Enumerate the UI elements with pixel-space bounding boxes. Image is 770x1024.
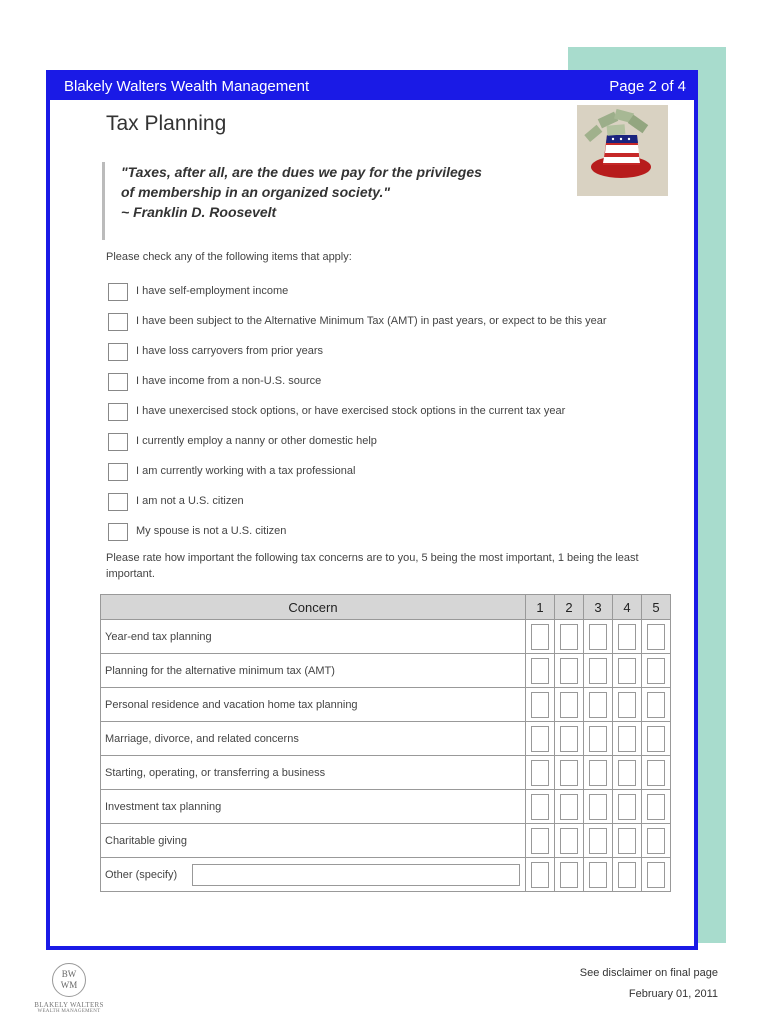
rating-box[interactable] bbox=[589, 828, 607, 854]
checklist-label: I have unexercised stock options, or have exercised stock options in the current tax year bbox=[136, 405, 566, 417]
rating-box[interactable] bbox=[647, 862, 665, 888]
rating-box[interactable] bbox=[531, 692, 549, 718]
checkbox[interactable] bbox=[108, 343, 128, 361]
concern-label: Year-end tax planning bbox=[101, 620, 526, 654]
checklist-label: I have self-employment income bbox=[136, 285, 289, 297]
rating-box[interactable] bbox=[560, 658, 578, 684]
checklist-intro: Please check any of the following items that apply: bbox=[106, 251, 352, 263]
table-row bbox=[101, 858, 671, 892]
quote-line-1: "Taxes, after all, are the dues we pay for the privileges bbox=[121, 164, 482, 180]
checkbox[interactable] bbox=[108, 493, 128, 511]
rating-box[interactable] bbox=[589, 862, 607, 888]
rating-box[interactable] bbox=[531, 726, 549, 752]
logo-tagline: WEALTH MANAGEMENT bbox=[37, 1009, 101, 1014]
rating-box[interactable] bbox=[647, 624, 665, 650]
table-row bbox=[101, 654, 671, 688]
rating-box[interactable] bbox=[560, 862, 578, 888]
table-row bbox=[101, 824, 671, 858]
page-frame bbox=[46, 70, 698, 950]
page-number: Page 2 of 4 bbox=[609, 78, 686, 95]
logo-mark-bottom: WM bbox=[60, 980, 78, 990]
rating-box[interactable] bbox=[531, 658, 549, 684]
rating-box[interactable] bbox=[589, 692, 607, 718]
table-row bbox=[101, 756, 671, 790]
rating-box[interactable] bbox=[647, 794, 665, 820]
rating-box[interactable] bbox=[531, 828, 549, 854]
rating-header: 3 bbox=[584, 595, 613, 620]
rating-box[interactable] bbox=[647, 760, 665, 786]
rating-box[interactable] bbox=[647, 726, 665, 752]
rating-box[interactable] bbox=[560, 794, 578, 820]
rating-box[interactable] bbox=[618, 624, 636, 650]
hat-with-money-photo bbox=[577, 105, 668, 196]
rating-box[interactable] bbox=[589, 794, 607, 820]
concern-label: Personal residence and vacation home tax planning bbox=[101, 688, 526, 722]
concern-column-header: Concern bbox=[101, 595, 526, 620]
table-row bbox=[101, 722, 671, 756]
rating-box[interactable] bbox=[560, 828, 578, 854]
footer-date: February 01, 2011 bbox=[628, 988, 718, 1000]
disclaimer-note: See disclaimer on final page bbox=[579, 967, 718, 979]
rating-box[interactable] bbox=[618, 692, 636, 718]
rating-box[interactable] bbox=[560, 624, 578, 650]
concern-cell-other bbox=[101, 858, 526, 892]
rating-box[interactable] bbox=[531, 794, 549, 820]
checkbox[interactable] bbox=[108, 313, 128, 331]
rating-header: 5 bbox=[642, 595, 671, 620]
rating-box[interactable] bbox=[647, 692, 665, 718]
page-title: Tax Planning bbox=[106, 112, 227, 135]
rating-box[interactable] bbox=[589, 624, 607, 650]
checklist-label: I am not a U.S. citizen bbox=[136, 495, 244, 507]
table-row bbox=[101, 688, 671, 722]
logo-seal bbox=[52, 963, 86, 997]
concern-label: Investment tax planning bbox=[101, 790, 526, 824]
table-header-row bbox=[101, 595, 671, 620]
checklist-label: I have loss carryovers from prior years bbox=[136, 345, 324, 357]
rating-box[interactable] bbox=[531, 624, 549, 650]
rating-box[interactable] bbox=[560, 760, 578, 786]
rating-box[interactable] bbox=[618, 726, 636, 752]
checklist-label: I have been subject to the Alternative Minimum Tax (AMT) in past years, or expect to be this year bbox=[136, 315, 607, 327]
logo-mark-top: BW bbox=[61, 969, 77, 979]
concerns-table bbox=[100, 594, 671, 892]
checkbox[interactable] bbox=[108, 433, 128, 451]
rating-box[interactable] bbox=[589, 726, 607, 752]
checklist-label: I currently employ a nanny or other domestic help bbox=[136, 435, 377, 447]
rating-box[interactable] bbox=[560, 692, 578, 718]
rating-box[interactable] bbox=[647, 828, 665, 854]
rating-header: 4 bbox=[613, 595, 642, 620]
rating-header: 1 bbox=[526, 595, 555, 620]
checklist-label: My spouse is not a U.S. citizen bbox=[136, 525, 287, 537]
concern-label: Planning for the alternative minimum tax (AMT) bbox=[101, 654, 526, 688]
rating-box[interactable] bbox=[618, 760, 636, 786]
rating-box[interactable] bbox=[618, 658, 636, 684]
table-row bbox=[101, 620, 671, 654]
concern-label: Marriage, divorce, and related concerns bbox=[101, 722, 526, 756]
checkbox[interactable] bbox=[108, 463, 128, 481]
rating-header: 2 bbox=[555, 595, 584, 620]
checkbox[interactable] bbox=[108, 403, 128, 421]
rating-box[interactable] bbox=[618, 828, 636, 854]
quote-line-2: of membership in an organized society." bbox=[121, 184, 391, 200]
rating-intro: Please rate how important the following tax concerns are to you, 5 being the most important, 1 being the least important. bbox=[106, 552, 639, 580]
concern-label: Other (specify) bbox=[105, 868, 178, 881]
rating-box[interactable] bbox=[531, 760, 549, 786]
table-row bbox=[101, 790, 671, 824]
rating-box[interactable] bbox=[589, 760, 607, 786]
rating-box[interactable] bbox=[589, 658, 607, 684]
checklist-label: I am currently working with a tax professional bbox=[136, 465, 356, 477]
checklist-label: I have income from a non-U.S. source bbox=[136, 375, 322, 387]
concern-label: Starting, operating, or transferring a business bbox=[101, 756, 526, 790]
rating-box[interactable] bbox=[647, 658, 665, 684]
rating-box[interactable] bbox=[531, 862, 549, 888]
header-bar bbox=[50, 74, 694, 100]
rating-box[interactable] bbox=[560, 726, 578, 752]
roosevelt-quote bbox=[102, 162, 482, 240]
bwwm-logo bbox=[32, 963, 106, 1014]
rating-box[interactable] bbox=[618, 794, 636, 820]
specify-input[interactable] bbox=[192, 864, 520, 886]
logo-name: BLAKELY WALTERS bbox=[34, 1001, 104, 1009]
checkbox[interactable] bbox=[108, 373, 128, 391]
quote-attribution: ~ Franklin D. Roosevelt bbox=[121, 204, 277, 220]
rating-box[interactable] bbox=[618, 862, 636, 888]
checkbox[interactable] bbox=[108, 283, 128, 301]
checkbox[interactable] bbox=[108, 523, 128, 541]
firm-name: Blakely Walters Wealth Management bbox=[64, 78, 310, 95]
concern-label: Charitable giving bbox=[101, 824, 526, 858]
